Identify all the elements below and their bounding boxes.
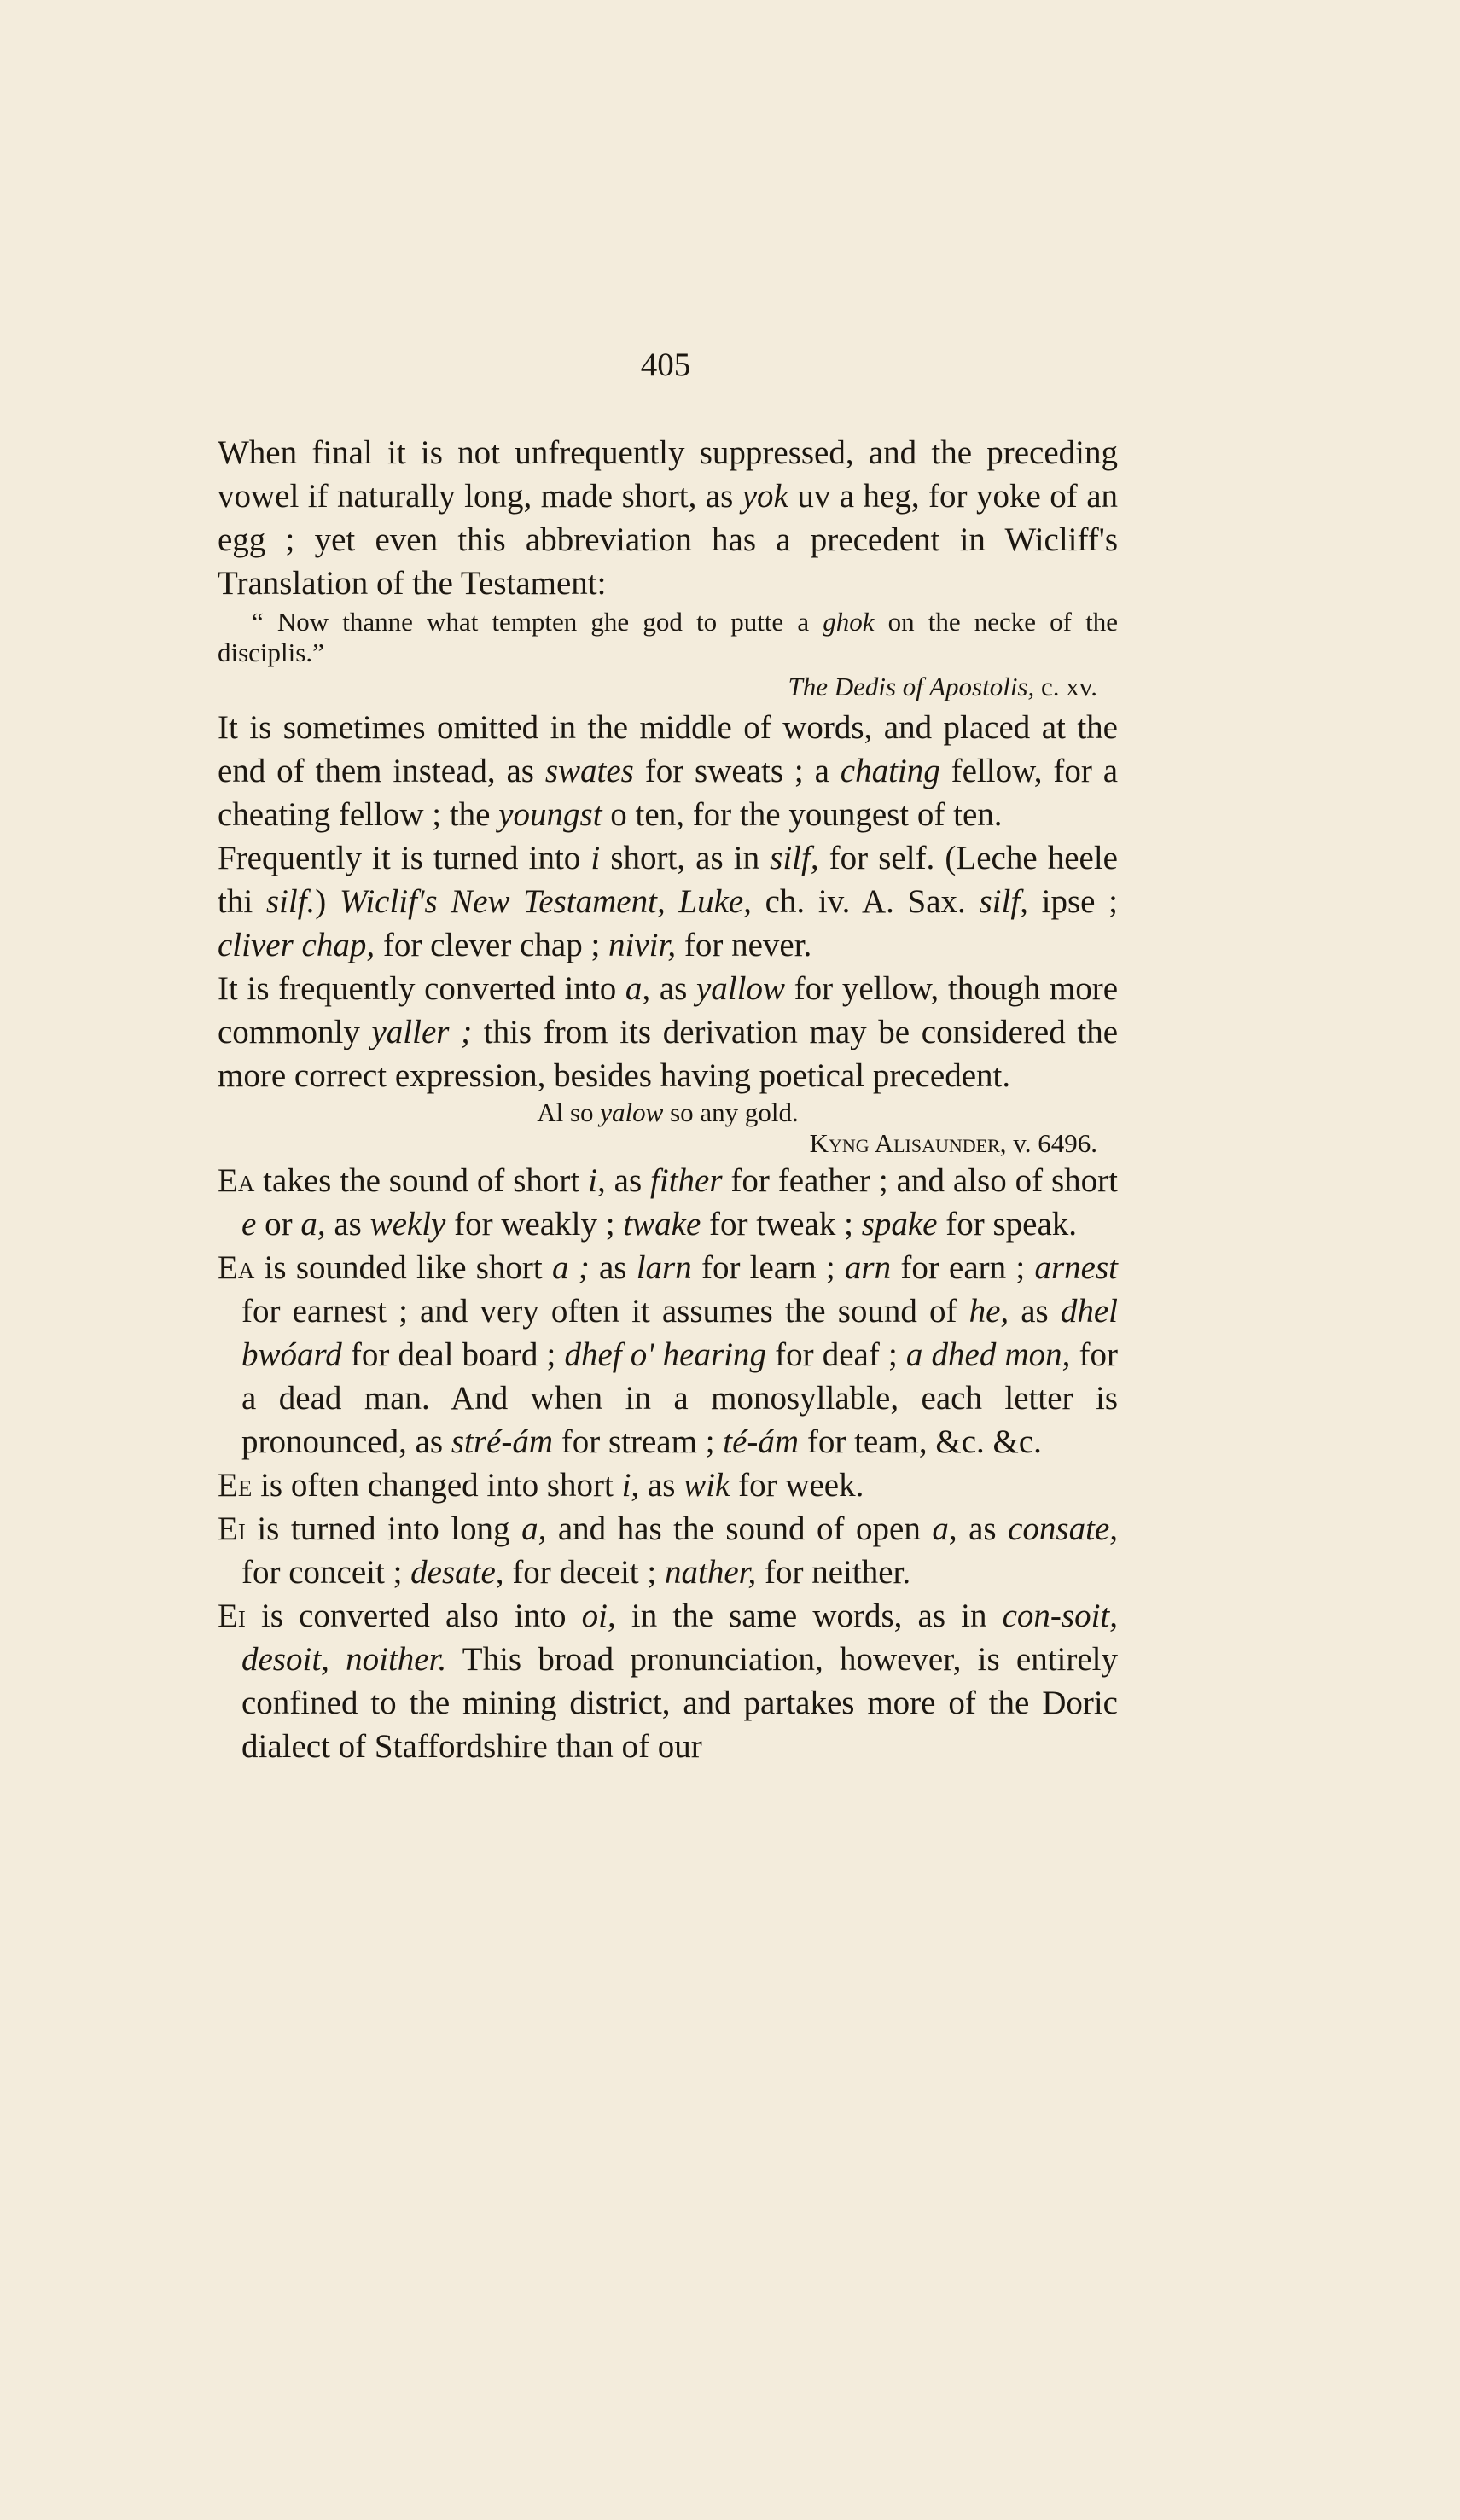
- italic-term: larn: [636, 1249, 692, 1286]
- italic-term: yalow: [600, 1097, 664, 1127]
- paragraph: Ea takes the sound of short i, as fither for feather ; and also of short e or a, as wekly for weakly ; twake for tweak ; spake for speak.: [218, 1162, 1118, 1243]
- italic-term: wekly: [369, 1206, 446, 1243]
- paragraph: Ei is turned into long a, and has the sound of open a, as consate, for conceit ; desate, for deceit ; nather, for neither.: [218, 1510, 1119, 1591]
- paragraph: When final it is not unfrequently suppressed, and the preceding vowel if naturally long, made short, as yok uv a heg, for yoke of an egg ; yet even this abbreviation has a precedent in Wicliff's Translation of the Testament:: [218, 434, 1119, 602]
- italic-term: a,: [300, 1206, 326, 1243]
- italic-term: a ;: [552, 1249, 590, 1286]
- italic-term: twake: [623, 1206, 701, 1243]
- italic-term: youngst: [498, 796, 602, 833]
- italic-term: yallow: [696, 970, 785, 1007]
- italic-term: silf.: [265, 883, 316, 920]
- italic-term: a dhed mon,: [905, 1336, 1071, 1373]
- italic-term: yok: [742, 478, 788, 515]
- italic-term: he,: [968, 1293, 1009, 1330]
- italic-term: dhef o' hearing: [564, 1336, 766, 1373]
- small-caps-term: Ei: [218, 1598, 246, 1634]
- italic-term: fither: [650, 1162, 723, 1199]
- paragraph: Ei is converted also into oi, in the same words, as in con-soit, desoit, noither. This broad pronunciation, however, is entirely confined to the mining district, and partakes more of the Doric dialect of Staffordshire than of our: [218, 1598, 1118, 1765]
- italic-term: silf,: [770, 840, 819, 876]
- italic-term: wik: [683, 1467, 730, 1504]
- paragraph: It is sometimes omitted in the middle of words, and placed at the end of them instead, as swates for sweats ; a chating fellow, for a cheating fellow ; the youngst o ten, for the youngest of ten.: [218, 709, 1119, 833]
- italic-term: consate,: [1008, 1510, 1119, 1547]
- citation: Kyng Alisaunder, v. 6496.: [809, 1128, 1097, 1158]
- italic-term: silf,: [979, 883, 1028, 920]
- italic-term: e: [241, 1206, 257, 1243]
- body-text: [218, 431, 1118, 1768]
- italic-term: stré-ám: [451, 1423, 554, 1460]
- paragraph: Ee is often changed into short i, as wik for week.: [218, 1467, 864, 1504]
- small-caps-term: Ea: [218, 1162, 255, 1199]
- italic-term: The Dedis of Apostolis,: [788, 672, 1035, 701]
- italic-term: arnest: [1034, 1249, 1118, 1286]
- italic-term: i: [590, 840, 601, 876]
- quotation: Al so yalow so any gold.: [537, 1097, 799, 1127]
- italic-term: a,: [521, 1510, 547, 1547]
- small-caps-term: Ei: [218, 1510, 246, 1547]
- italic-term: a,: [625, 970, 651, 1007]
- italic-term: yaller ;: [371, 1014, 473, 1050]
- italic-term: ghok: [823, 607, 875, 637]
- italic-term: a,: [932, 1510, 957, 1547]
- italic-term: Wiclif's New Testament, Luke,: [339, 883, 752, 920]
- italic-term: nather,: [664, 1554, 757, 1591]
- italic-term: dhel bwóard: [241, 1293, 1118, 1373]
- italic-term: i,: [588, 1162, 606, 1199]
- italic-term: spake: [861, 1206, 938, 1243]
- page-number: 405: [640, 346, 691, 383]
- italic-term: i,: [621, 1467, 640, 1504]
- small-caps-term: Kyng Alisaunder,: [809, 1128, 1007, 1158]
- italic-term: cliver chap,: [218, 927, 375, 963]
- paragraph: It is frequently converted into a, as yallow for yellow, though more commonly yaller ; this from its derivation may be considered the more correct expression, besides having poetical precedent.: [218, 970, 1118, 1094]
- quotation: “ Now thanne what tempten ghe god to putte a ghok on the necke of the disciplis.”: [218, 607, 1118, 667]
- paragraph: Frequently it is turned into i short, as in silf, for self. (Leche heele thi silf.) Wiclif's New Testament, Luke, ch. iv. A. Sax. silf, ipse ; cliver chap, for clever chap ; nivir, for never.: [218, 840, 1118, 963]
- paragraph: Ea is sounded like short a ; as larn for learn ; arn for earn ; arnest for earnest ; and very often it assumes the sound of he, as dhel bwóard for deal board ; dhef o' hearing for deaf ; a dhed mon, for a dead man. And when in a monosyllable, each letter is pronounced, as stré-ám for stream ; té-ám for team, &c. &c.: [218, 1249, 1119, 1460]
- italic-term: oi,: [581, 1598, 616, 1634]
- italic-term: té-ám: [723, 1423, 800, 1460]
- italic-term: con-soit, desoit, noither.: [241, 1598, 1118, 1678]
- small-caps-term: Ee: [218, 1467, 253, 1504]
- italic-term: nivir,: [608, 927, 677, 963]
- italic-term: desate,: [410, 1554, 504, 1591]
- italic-term: arn: [844, 1249, 892, 1286]
- citation: The Dedis of Apostolis, c. xv.: [788, 672, 1097, 701]
- italic-term: chating: [840, 753, 940, 789]
- small-caps-term: Ea: [218, 1249, 255, 1286]
- italic-term: swates: [544, 753, 634, 789]
